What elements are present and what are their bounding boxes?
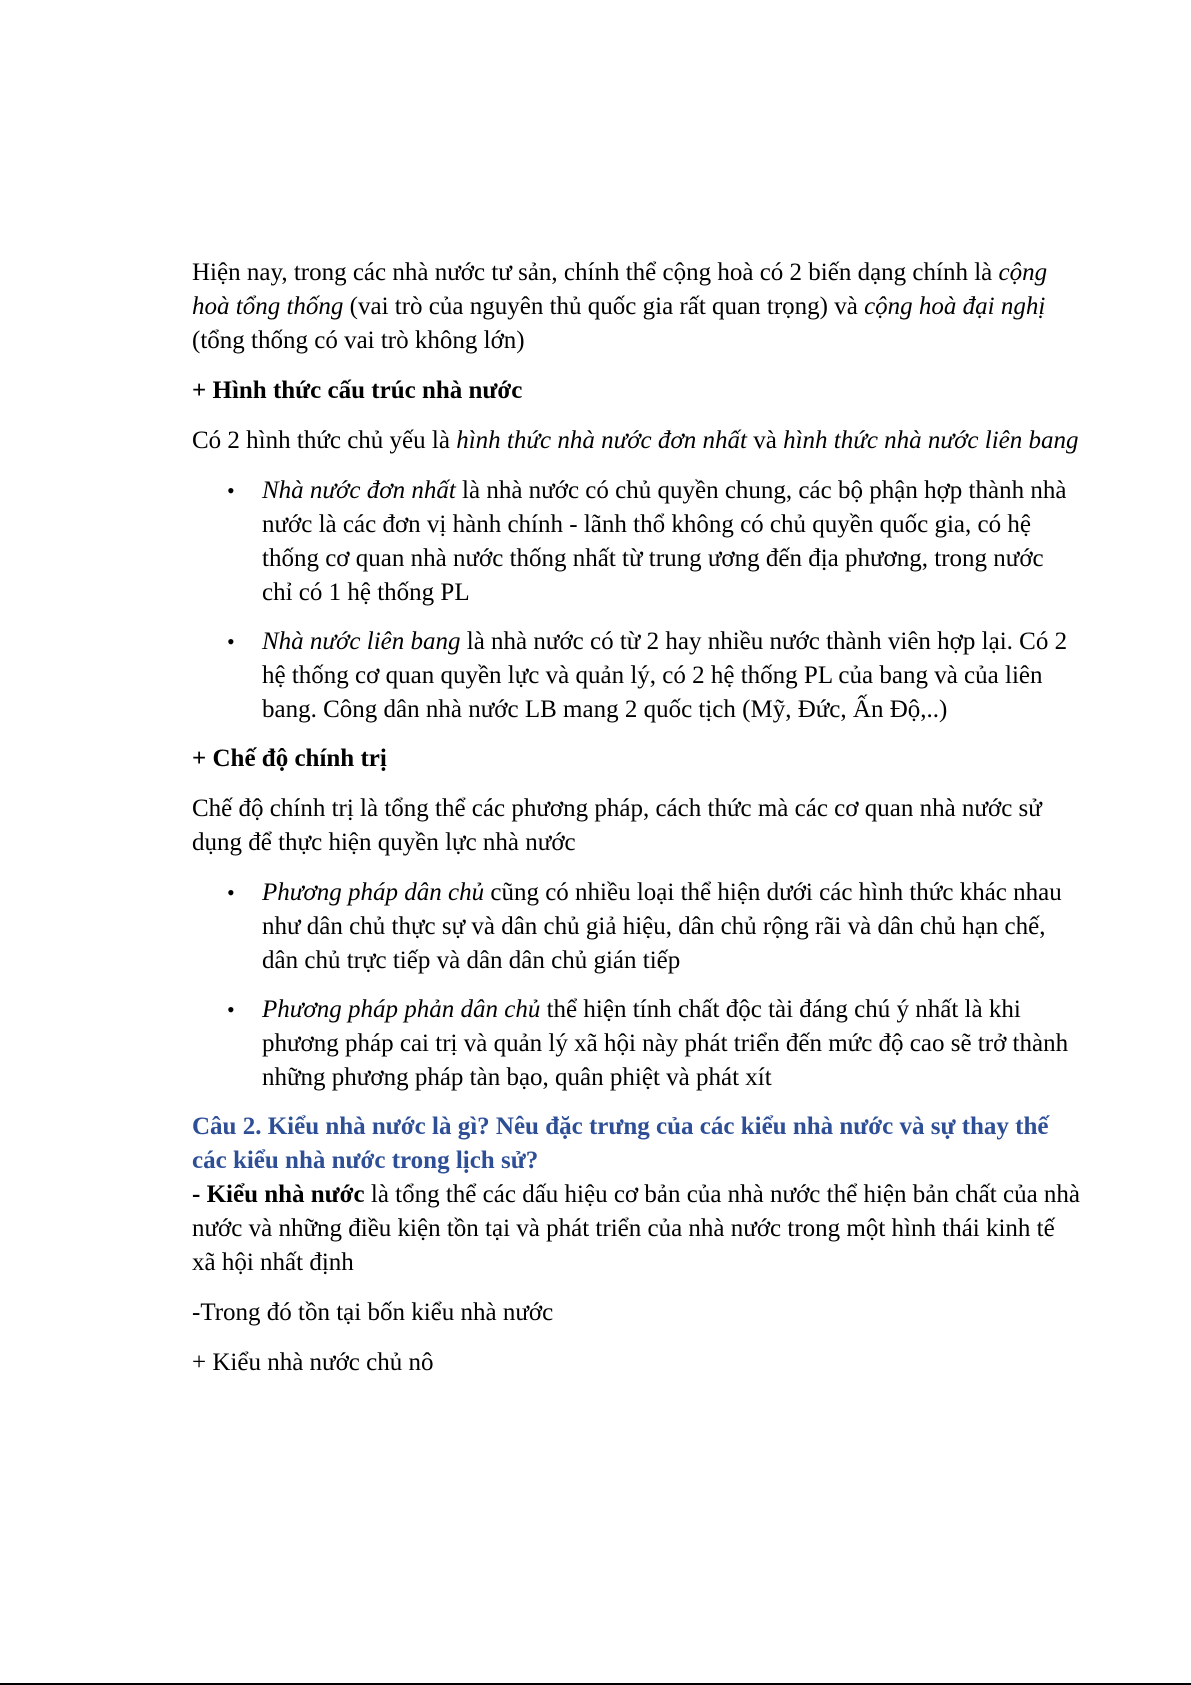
political-regime-list bbox=[192, 876, 1080, 1095]
definition-text: là tổng thể các dấu hiệu cơ bản của nhà nước thể hiện bản chất của nhà nước và những điều kiện tồn tại và phát triển của nhà nước trong một hình thái kinh tế xã hội nhất định bbox=[192, 1181, 1081, 1276]
list-item-term: Phương pháp phản dân chủ bbox=[262, 996, 541, 1023]
intro-text-1: Hiện nay, trong các nhà nước tư sản, chính thể cộng hoà có 2 biến dạng chính là bbox=[192, 259, 999, 286]
state-type-definition bbox=[192, 1178, 1080, 1280]
four-types-line: -Trong đó tồn tại bốn kiểu nhà nước bbox=[192, 1299, 554, 1326]
structure-intro-text-1: Có 2 hình thức chủ yếu là bbox=[192, 427, 457, 454]
list-item-text: thể hiện tính chất độc tài đáng chú ý nhất là khi phương pháp cai trị và quản lý xã hội này phát triển đến mức độ cao sẽ trở thành những phương pháp tàn bạo, quân phiệt và phát xít bbox=[262, 996, 1069, 1091]
list-item-term: Phương pháp dân chủ bbox=[262, 879, 485, 906]
political-regime-intro: Chế độ chính trị là tổng thể các phương pháp, cách thức mà các cơ quan nhà nước sử dụng để thực hiện quyền lực nhà nước bbox=[192, 795, 1042, 856]
structure-intro-emphasis-federal: hình thức nhà nước liên bang bbox=[783, 427, 1079, 454]
slave-state-line: + Kiểu nhà nước chủ nô bbox=[192, 1349, 434, 1376]
state-structure-intro bbox=[192, 424, 1080, 458]
structure-intro-text-2: và bbox=[746, 427, 784, 454]
definition-term: - Kiểu nhà nước bbox=[192, 1181, 365, 1208]
list-item-term: Nhà nước liên bang bbox=[262, 628, 461, 655]
list-item-text: là nhà nước có chủ quyền chung, các bộ phận hợp thành nhà nước là các đơn vị hành chính - lãnh thổ không có chủ quyền quốc gia, có hệ thống cơ quan nhà nước thống nhất từ trung ương đến địa phương, trong nước chỉ có 1 hệ thống PL bbox=[262, 477, 1067, 606]
question-heading: Câu 2. Kiểu nhà nước là gì? Nêu đặc trưng của các kiểu nhà nước và sự thay thế các kiểu nhà nước trong lịch sử? bbox=[192, 1113, 1049, 1174]
list-item-anti-democratic-method bbox=[227, 993, 1080, 1095]
structure-intro-emphasis-unitary: hình thức nhà nước đơn nhất bbox=[456, 427, 747, 454]
page-content bbox=[192, 256, 1080, 1396]
bullet-icon: • bbox=[227, 478, 235, 503]
list-item-federal-state bbox=[227, 625, 1080, 727]
bullet-icon: • bbox=[227, 629, 235, 654]
heading-state-structure: + Hình thức cấu trúc nhà nước bbox=[192, 377, 523, 404]
list-item-unitary-state bbox=[227, 474, 1080, 610]
state-structure-list bbox=[192, 474, 1080, 727]
intro-paragraph bbox=[192, 256, 1080, 358]
bullet-icon: • bbox=[227, 880, 235, 905]
list-item-text: là nhà nước có từ 2 hay nhiều nước thành viên hợp lại. Có 2 hệ thống cơ quan quyền lực và quản lý, có 2 hệ thống PL của bang và của liên bang. Công dân nhà nước LB mang 2 quốc tịch (Mỹ, Đức, Ấn Độ,..) bbox=[262, 628, 1068, 723]
intro-emphasis-presidential: cộng hoà tổng thống bbox=[192, 259, 1048, 320]
list-item-democratic-method bbox=[227, 876, 1080, 978]
intro-text-3: (tổng thống có vai trò không lớn) bbox=[192, 327, 525, 354]
heading-political-regime: + Chế độ chính trị bbox=[192, 745, 387, 772]
list-item-text: cũng có nhiều loại thể hiện dưới các hình thức khác nhau như dân chủ thực sự và dân chủ giả hiệu, dân chủ rộng rãi và dân chủ hạn chế, dân chủ trực tiếp và dân dân chủ gián tiếp bbox=[262, 879, 1062, 974]
bullet-icon: • bbox=[227, 997, 235, 1022]
intro-text-2: (vai trò của nguyên thủ quốc gia rất quan trọng) và bbox=[343, 293, 865, 320]
list-item-term: Nhà nước đơn nhất bbox=[262, 477, 456, 504]
intro-emphasis-parliamentary: cộng hoà đại nghị bbox=[864, 293, 1046, 320]
